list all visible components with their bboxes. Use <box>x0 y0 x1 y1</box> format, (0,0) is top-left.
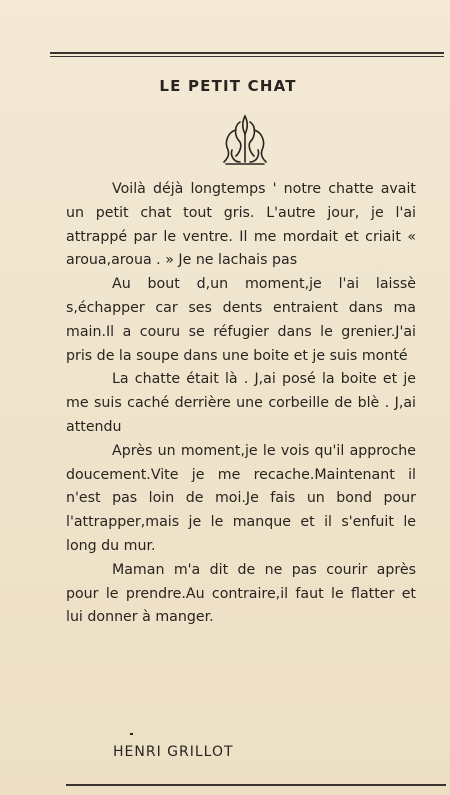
top-rule <box>50 52 444 54</box>
signature-mark <box>130 733 133 735</box>
bottom-rule <box>66 784 446 786</box>
fleuron-ornament-icon <box>220 112 270 172</box>
paragraph-2: Au bout d,un moment,je l'ai laissè s,échapper car ses dents entraient dans ma main.Il a couru se réfugier dans le grenier.J'ai pris de la soupe dans une boite et je suis monté <box>66 276 416 364</box>
author-signature: HENRI GRILLOT <box>113 744 234 760</box>
top-rule-thin <box>50 56 444 57</box>
document-body <box>66 178 416 630</box>
paragraph-3: La chatte était là . J,ai posé la boite et je me suis caché derrière une corbeille de blè . J,ai attendu <box>66 371 416 435</box>
paragraph-5: Maman m'a dit de ne pas courir après pour le prendre.Au contraire,il faut le flatter et lui donner à manger. <box>66 561 416 626</box>
document-title: LE PETIT CHAT <box>159 77 297 95</box>
paragraph-1: Voilà déjà longtemps ' notre chatte avait un petit chat tout gris. L'autre jour, je l'ai attrappé par le ventre. Il me mordait et criait « aroua,aroua . » Je ne lachais pas <box>66 181 416 269</box>
paragraph-4: Après un moment,je le vois qu'il approche doucement.Vite je me recache.Maintenant il n'est pas loin de moi.Je fais un bond pour l'attrapper,mais je le manque et il s'enfuit le long du mur. <box>66 442 416 554</box>
